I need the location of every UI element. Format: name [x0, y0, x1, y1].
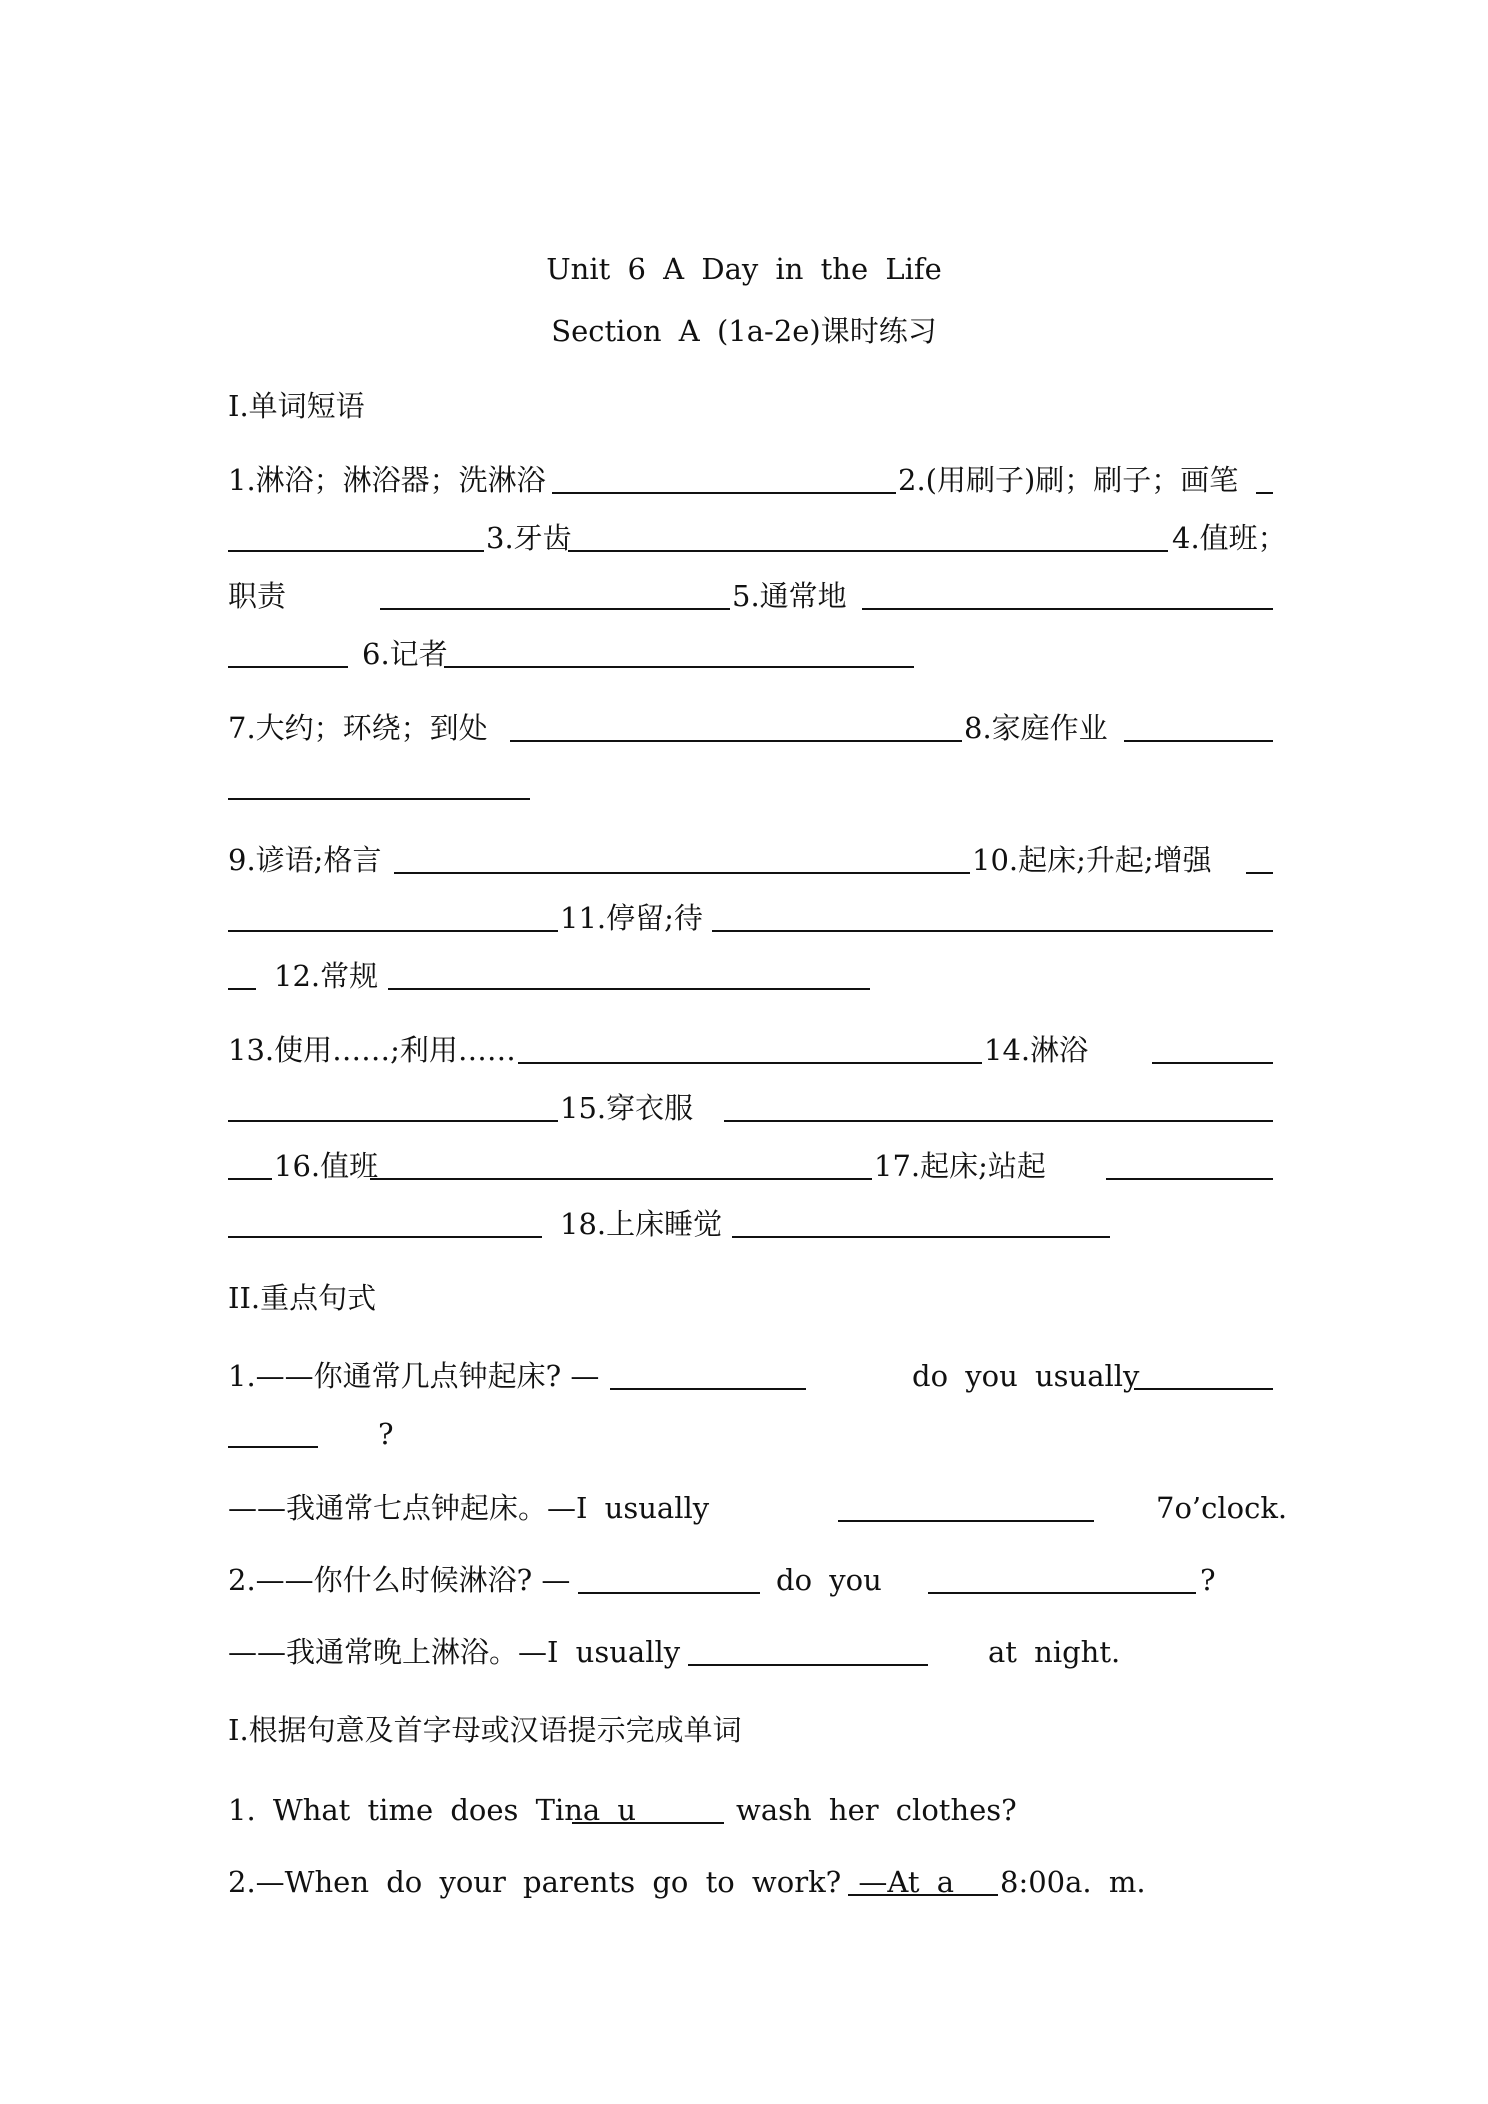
sentence-line	[228, 1630, 1273, 1674]
answer-blank-11[interactable]	[712, 896, 1273, 932]
sentence-1-answer-prompt: ——我通常七点钟起床。—I usually	[228, 1491, 710, 1525]
sentence-2-answer-end: at night.	[988, 1635, 1121, 1669]
answer-blank-10-start[interactable]	[1246, 838, 1273, 874]
question-2-prompt: 2.(用刷子)刷；刷子；画笔	[898, 463, 1239, 497]
question-15-prompt: 15.穿衣服	[560, 1091, 694, 1125]
answer-blank-5-cont[interactable]	[228, 632, 348, 668]
section-heading-text: II.重点句式	[228, 1281, 377, 1315]
exercise-2-prompt: 2.—When do your parents go to work? —At a	[228, 1865, 955, 1899]
question-13-prompt: 13.使用……;利用……	[228, 1033, 516, 1067]
exercise-line	[228, 1788, 1273, 1832]
vocab-line	[228, 896, 1273, 940]
answer-blank-1[interactable]	[552, 458, 896, 494]
sentence-line	[228, 1412, 1273, 1456]
sentence-2-blank-b[interactable]	[928, 1558, 1196, 1594]
question-18-prompt: 18.上床睡觉	[560, 1207, 723, 1241]
section-heading-word-completion	[228, 1708, 1273, 1752]
question-10-prompt: 10.起床;升起;增强	[972, 843, 1212, 877]
question-11-prompt: 11.停留;待	[560, 901, 703, 935]
section-heading-sentences	[228, 1276, 1273, 1320]
exercise-line	[228, 1860, 1273, 1904]
sentence-1-blank-b[interactable]	[1134, 1354, 1273, 1390]
vocab-line	[228, 764, 1273, 808]
question-9-prompt: 9.谚语;格言	[228, 843, 382, 877]
question-5-prompt: 5.通常地	[732, 579, 847, 613]
question-14-prompt: 14.淋浴	[984, 1033, 1089, 1067]
section-heading-vocabulary	[228, 384, 1273, 428]
answer-blank-10[interactable]	[228, 896, 558, 932]
question-4-prompt: 4.值班；	[1172, 521, 1287, 555]
answer-blank-17-start[interactable]	[1106, 1144, 1273, 1180]
sentence-2-question-mark: ?	[1200, 1563, 1216, 1597]
section-heading-text: I.单词短语	[228, 389, 365, 423]
vocab-line	[228, 1202, 1273, 1246]
sentence-line	[228, 1486, 1288, 1530]
answer-blank-5[interactable]	[862, 574, 1273, 610]
answer-blank-4[interactable]	[380, 574, 730, 610]
sentence-1-blank-a[interactable]	[610, 1354, 806, 1390]
sentence-2-english: do you	[776, 1563, 882, 1597]
exercise-1-prompt: 1. What time does Tina u	[228, 1793, 637, 1827]
answer-blank-16[interactable]	[370, 1144, 872, 1180]
question-4-prompt-cont: 职责	[228, 579, 287, 613]
answer-blank-14[interactable]	[228, 1086, 558, 1122]
sentence-2-answer-prompt: ——我通常晚上淋浴。—I usually	[228, 1635, 681, 1669]
answer-blank-2[interactable]	[228, 516, 484, 552]
answer-blank-3[interactable]	[568, 516, 1168, 552]
answer-blank-18[interactable]	[732, 1202, 1110, 1238]
answer-blank-8[interactable]	[1124, 706, 1273, 742]
answer-blank-6[interactable]	[444, 632, 914, 668]
sentence-1-prompt: 1.——你通常几点钟起床? —	[228, 1359, 600, 1393]
answer-blank-15[interactable]	[724, 1086, 1273, 1122]
sentence-1-blank-b-cont[interactable]	[228, 1412, 318, 1448]
page-subtitle: Section A (1a-2e)课时练习	[551, 314, 937, 348]
answer-blank-17[interactable]	[228, 1202, 542, 1238]
answer-blank-2-start[interactable]	[1256, 458, 1273, 494]
vocab-line	[228, 954, 1273, 998]
answer-blank-9[interactable]	[394, 838, 970, 874]
sentence-1-question-mark: ?	[378, 1417, 394, 1451]
question-6-prompt: 6.记者	[362, 637, 448, 671]
answer-blank-12[interactable]	[388, 954, 870, 990]
exercise-1-blank[interactable]	[572, 1788, 724, 1824]
question-17-prompt: 17.起床;站起	[874, 1149, 1046, 1183]
sentence-1-answer-end: 7o’clock.	[1156, 1491, 1288, 1525]
vocab-line	[228, 516, 1287, 560]
vocab-line	[228, 1086, 1273, 1130]
answer-blank-13[interactable]	[518, 1028, 982, 1064]
question-1-prompt: 1.淋浴；淋浴器；洗淋浴	[228, 463, 546, 497]
sentence-2-blank-a[interactable]	[578, 1558, 760, 1594]
sentence-2-answer-blank[interactable]	[688, 1630, 928, 1666]
section-heading-text: I.根据句意及首字母或汉语提示完成单词	[228, 1713, 742, 1747]
vocab-line	[228, 1028, 1273, 1072]
answer-blank-11-cont[interactable]	[228, 954, 256, 990]
answer-blank-8-cont[interactable]	[228, 764, 530, 800]
page-title: Unit 6 A Day in the Life	[546, 252, 942, 286]
sentence-1-answer-blank[interactable]	[838, 1486, 1094, 1522]
exercise-1-rest: wash her clothes?	[736, 1793, 1017, 1827]
answer-blank-14-start[interactable]	[1152, 1028, 1273, 1064]
vocab-line	[228, 838, 1273, 882]
question-16-prompt: 16.值班	[274, 1149, 379, 1183]
sentence-2-prompt: 2.——你什么时候淋浴? —	[228, 1563, 571, 1597]
question-3-prompt: 3.牙齿	[486, 521, 572, 555]
sentence-line	[228, 1354, 1273, 1398]
exercise-2-rest: 8:00a. m.	[1000, 1865, 1146, 1899]
exercise-2-blank[interactable]	[848, 1860, 998, 1896]
answer-blank-7[interactable]	[510, 706, 962, 742]
vocab-line	[228, 632, 1273, 676]
vocab-line	[228, 1144, 1273, 1188]
question-7-prompt: 7.大约；环绕；到处	[228, 711, 488, 745]
vocab-line	[228, 574, 1273, 618]
answer-blank-15-cont[interactable]	[228, 1144, 272, 1180]
vocab-line	[228, 458, 1273, 502]
question-8-prompt: 8.家庭作业	[964, 711, 1108, 745]
sentence-line	[228, 1558, 1273, 1602]
sentence-1-english: do you usually	[912, 1359, 1140, 1393]
question-12-prompt: 12.常规	[274, 959, 379, 993]
vocab-line	[228, 706, 1273, 750]
